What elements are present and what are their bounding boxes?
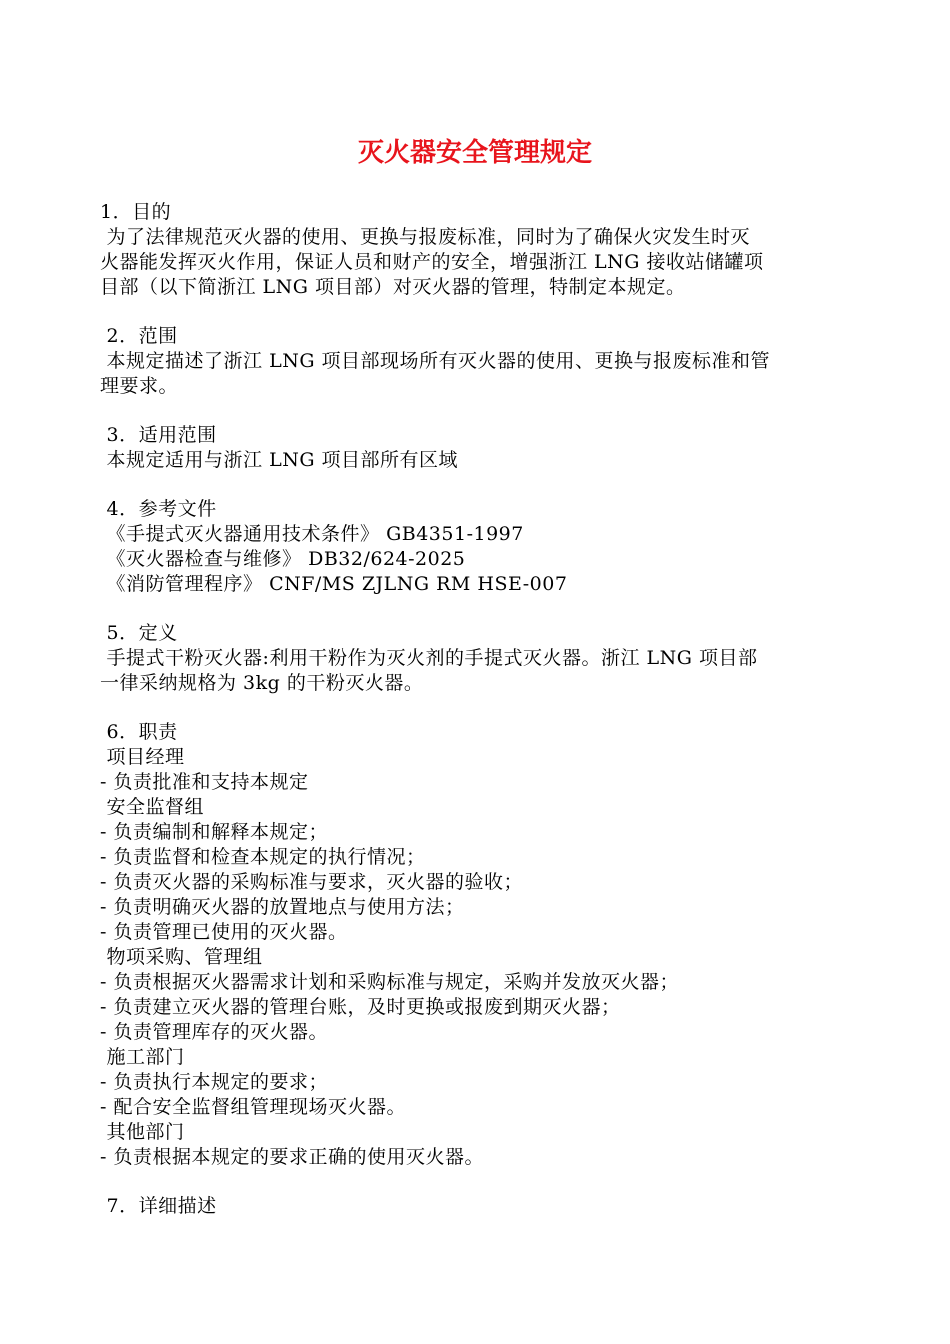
section-6-heading: 6．职责 [100,721,178,743]
role-heading: 施工部门 [100,1046,185,1068]
section-5-line: 一律采纳规格为 3kg 的干粉灭火器。 [100,672,424,694]
role-heading: 项目经理 [100,746,185,768]
duty-item: - 负责建立灭火器的管理台账，及时更换或报废到期灭火器； [100,996,621,1018]
duty-item: - 负责管理库存的灭火器。 [100,1021,328,1043]
section-2-line: 理要求。 [100,375,179,397]
reference-item: 《手提式灭火器通用技术条件》 GB4351-1997 [100,523,524,545]
duty-item: - 负责监督和检查本规定的执行情况； [100,846,426,868]
role-heading: 其他部门 [100,1121,185,1143]
duty-item: - 负责根据灭火器需求计划和采购标准与规定，采购并发放灭火器； [100,971,679,993]
section-7-heading: 7．详细描述 [100,1195,217,1217]
section-1-line: 为了法律规范灭火器的使用、更换与报废标准，同时为了确保火灾发生时灭 [100,226,751,248]
section-1-heading: 1．目的 [100,201,172,223]
reference-item: 《灭火器检查与维修》 DB32/624-2025 [100,548,466,570]
section-2-line: 本规定描述了浙江 LNG 项目部现场所有灭火器的使用、更换与报废标准和管 [100,350,771,372]
role-heading: 物项采购、管理组 [100,946,263,968]
duty-item: - 负责明确灭火器的放置地点与使用方法； [100,896,465,918]
section-1-line: 目部（以下简浙江 LNG 项目部）对灭火器的管理，特制定本规定。 [100,276,686,298]
document-title: 灭火器安全管理规定 [357,138,592,168]
duty-item: - 配合安全监督组管理现场灭火器。 [100,1096,406,1118]
section-2-heading: 2．范围 [100,325,178,347]
duty-item: - 负责执行本规定的要求； [100,1071,328,1093]
section-5-line: 手提式干粉灭火器:利用干粉作为灭火剂的手提式灭火器。浙江 LNG 项目部 [100,647,758,669]
duty-item: - 负责管理已使用的灭火器。 [100,921,348,943]
role-heading: 安全监督组 [100,796,205,818]
section-3-heading: 3．适用范围 [100,424,217,446]
duty-item: - 负责批准和支持本规定 [100,771,309,793]
reference-item: 《消防管理程序》 CNF/MS ZJLNG RM HSE-007 [100,573,568,595]
section-3-line: 本规定适用与浙江 LNG 项目部所有区域 [100,449,459,471]
duty-item: - 负责根据本规定的要求正确的使用灭火器。 [100,1146,484,1168]
duty-item: - 负责编制和解释本规定； [100,821,328,843]
section-4-heading: 4．参考文件 [100,498,217,520]
duty-item: - 负责灭火器的采购标准与要求，灭火器的验收； [100,871,523,893]
section-1-line: 火器能发挥灭火作用，保证人员和财产的安全，增强浙江 LNG 接收站储罐项 [100,251,764,273]
section-5-heading: 5．定义 [100,622,178,644]
